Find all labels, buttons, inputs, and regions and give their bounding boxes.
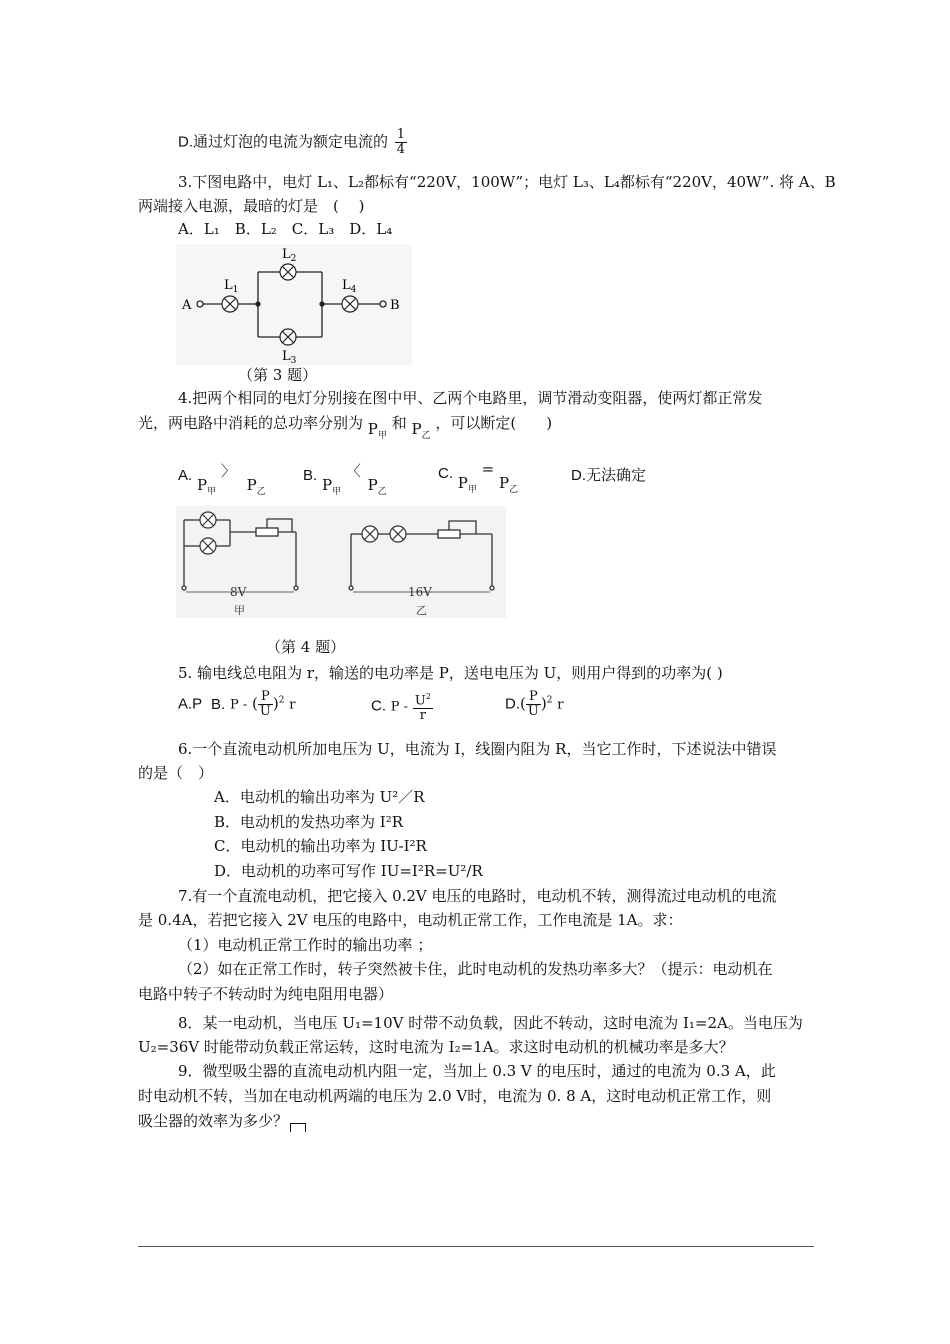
q4-label-right: 乙 xyxy=(416,604,427,617)
label-l2: $L_2$ xyxy=(282,247,297,264)
q3-caption: （第 3 题） xyxy=(238,366,318,384)
lamp-jia-1-icon xyxy=(200,512,216,528)
q9-line1: 9．微型吸尘器的直流电动机内阻一定，当加上 0.3 V 的电压时，通过的电流为 0.3 A，此 xyxy=(178,1062,776,1080)
label-b: B xyxy=(390,298,400,313)
q7-line5: 电路中转子不转动时为纯电阻用电器） xyxy=(138,985,394,1003)
q5-opt-c-label: C. xyxy=(371,697,386,715)
q4-option-b: B. $P_甲$ 〈 $P_乙$ xyxy=(303,462,387,497)
q6-option-d: D．电动机的功率可写作 IU=I²R=U²/R xyxy=(214,862,483,880)
q4-opt-c-sym: = xyxy=(481,460,495,478)
q6-option-c: C．电动机的输出功率为 IU-I²R xyxy=(214,837,427,855)
q4-v-right: 16V xyxy=(408,585,432,599)
q5-opt-b-label: B. xyxy=(210,695,226,713)
lamp-l1-icon xyxy=(222,296,238,312)
q3-stem-line2: 两端接入电源，最暗的灯是 ( ) xyxy=(138,197,365,215)
q4-diagram-bg xyxy=(176,506,506,618)
q2-frac-num: 1 xyxy=(396,127,406,142)
lamp-l4-icon xyxy=(342,296,358,312)
q6-stem-line1: 6.一个直流电动机所加电压为 U，电流为 I，线圈内阻为 R，当它工作时，下述说法中错误 xyxy=(178,740,777,758)
q5-opt-b-p: P - xyxy=(229,697,248,713)
lamp-yi-2-icon xyxy=(390,526,406,542)
q4-stem-line2 xyxy=(138,412,552,441)
q4-stem-line2-pre: 光，两电路中消耗的总功率分别为 xyxy=(138,414,364,432)
q5-opt-b-r: r xyxy=(289,697,296,713)
q6-stem-line2: 的是（ ） xyxy=(138,764,214,782)
q4-opt-c-label: C. xyxy=(438,465,453,482)
q9-line2: 时电动机不转，当加在电动机两端的电压为 2.0 V时，电流为 0. 8 A，这时电动机正常工作，则 xyxy=(138,1087,772,1105)
p-yi: $P_乙$ xyxy=(411,420,431,441)
label-l4: $L_4$ xyxy=(342,278,357,295)
q4-stem-line2-post: ，可以断定( ) xyxy=(435,414,553,432)
cursor-mark-icon xyxy=(290,1123,306,1132)
q4-opt-a-sym: 〉 xyxy=(220,462,236,480)
q4-option-c: C. $P_甲 = P_乙$ xyxy=(438,460,519,495)
q5-opt-d-frac: $\frac{P}{U}$ xyxy=(527,689,539,719)
q4-v-left: 8V xyxy=(230,585,247,599)
q4-option-d: D.无法确定 xyxy=(571,467,647,484)
lamp-l3-icon xyxy=(280,329,296,345)
q2-option-d-text: D.通过灯泡的电流为额定电流的 xyxy=(178,133,389,151)
q4-stem-line1: 4.把两个相同的电灯分别接在图中甲、乙两个电路里，调节滑动变阻器，使两灯都正常发 xyxy=(178,389,763,407)
q5-option-c: C. P - $\frac{U^2}{r}$ xyxy=(371,692,431,724)
q2-fraction xyxy=(395,128,407,157)
q5-opt-d-label: D. xyxy=(505,695,520,713)
q4-caption: （第 4 题） xyxy=(266,638,346,656)
p-jia: $P_甲$ xyxy=(367,420,387,441)
q4-opt-a-label: A. xyxy=(178,467,193,484)
q2-option-d xyxy=(178,128,407,157)
lamp-l2-icon xyxy=(280,264,296,280)
q3-options: A．L₁ B．L₂ C．L₃ D．L₄ xyxy=(178,220,393,238)
q8-line2: U₂=36V 时能带动负载正常运转，这时电流为 I₂=1A。求这时电动机的机械功率是多大？ xyxy=(138,1038,734,1056)
q4-circuit-diagram xyxy=(176,506,506,618)
q4-opt-b-label: B. xyxy=(303,467,318,484)
q8-line1: 8．某一电动机，当电压 U₁=10V 时带不动负载，因此不转动，这时电流为 I₁=2A。当电压为 xyxy=(178,1014,803,1032)
footer-rule xyxy=(138,1246,814,1247)
label-a: A xyxy=(182,298,192,313)
q7-line1: 7.有一个直流电动机，把它接入 0.2V 电压的电路时，电动机不转，测得流过电动机的电流 xyxy=(178,887,777,905)
q4-opt-b-sym: 〈 xyxy=(345,462,361,480)
q5-option-a-b: A.P B. P - ( $\frac{P}{U}$ )$^2$ r xyxy=(178,689,296,719)
q4-option-a: A. $P_甲$ 〉 $P_乙$ xyxy=(178,462,266,497)
q2-frac-den: 4 xyxy=(396,142,406,157)
q7-line2: 是 0.4A，若把它接入 2V 电压的电路中，电动机正常工作，工作电流是 1A。求： xyxy=(138,911,683,929)
q9-line3 xyxy=(138,1110,306,1132)
q5-opt-b-frac: $\frac{P}{U}$ xyxy=(259,689,271,719)
label-l3: $L_3$ xyxy=(282,349,297,366)
lamp-jia-2-icon xyxy=(200,538,216,554)
q9-line3-text: 吸尘器的效率为多少？ xyxy=(138,1112,289,1130)
q6-option-b: B．电动机的发热功率为 I²R xyxy=(214,813,404,831)
q5-opt-c-frac: $\frac{U^2}{r}$ xyxy=(414,692,431,724)
q5-option-d: D.( $\frac{P}{U}$ )$^2$ r xyxy=(505,689,564,719)
q3-circuit-diagram xyxy=(176,244,412,366)
label-l1: $L_1$ xyxy=(224,278,239,295)
q5-opt-a: A.P xyxy=(178,695,203,713)
q5-stem: 5. 输电线总电阻为 r，输送的电功率是 P，送电电压为 U，则用户得到的功率为( ) xyxy=(178,664,723,682)
q3-stem-line1: 3.下图电路中，电灯 L₁、L₂都标有“220V，100W”；电灯 L₃、L₄都标有“220V，40W”. 将 A、B xyxy=(178,173,836,191)
q7-line4: （2）如在正常工作时，转子突然被卡住，此时电动机的发热功率多大？（提示：电动机在 xyxy=(178,960,773,978)
lamp-yi-1-icon xyxy=(362,526,378,542)
q4-label-left: 甲 xyxy=(234,604,245,617)
q4-and: 和 xyxy=(391,414,407,432)
q6-option-a: A．电动机的输出功率为 U²／R xyxy=(214,788,425,806)
q7-line3: （1）电动机正常工作时的输出功率 ； xyxy=(178,936,433,954)
